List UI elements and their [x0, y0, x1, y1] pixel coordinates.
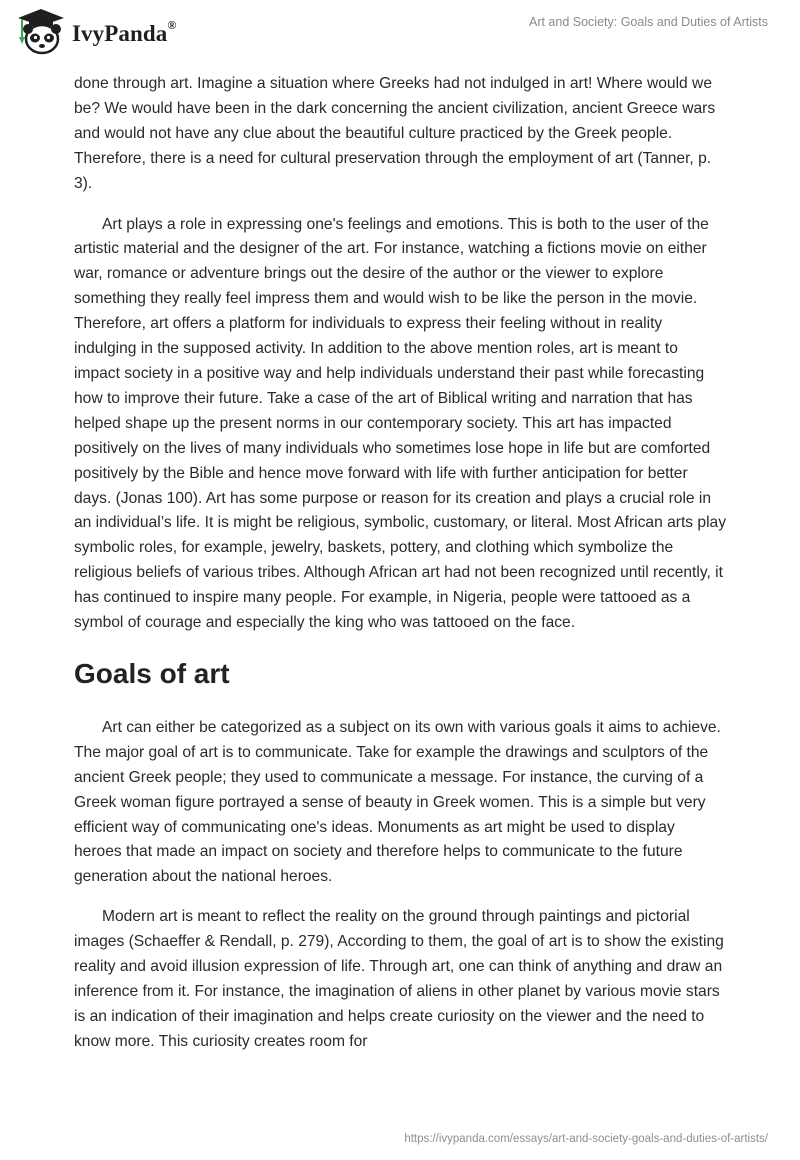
paragraph-feelings-emotions: Art plays a role in expressing one's feelings and emotions. This is both to the user of the artistic material and the designer of the art. For instance, watching a fictions movie on either war, romance or adventure brings out the desire of the author or the viewer to explore something they really feel impress them and would wish to be like the person in the movie. Therefore, art offers a platform for individuals to express their feeling without in reality indulging in the supposed activity. In addition to the above mention roles, art is meant to impact society in a positive way and help individuals understand their past while forecasting how to improve their future. Take a case of the art of Biblical writing and narration that has helped shape up the present norms in our contemporary society. This art has impacted positively on the lives of many individuals who sometimes lose hope in life but are comforted positively by the Bible and hence move forward with life with further anticipation for better days. (Jonas 100). Art has some purpose or reason for its creation and plays a crucial role in an individual’s life. It is might be religious, symbolic, customary, or literal. Most African arts play symbolic roles, for example, jewelry, baskets, pottery, and clothing which symbolize the religious beliefs of various tribes. Although African art had not been recognized until recently, it has continued to inspire many people. For example, in Nigeria, people were tattooed as a symbol of courage and especially the king who was tattooed on the face.: [74, 215, 727, 632]
paragraph-continued: done through art. Imagine a situation where Greeks had not indulged in art! Where would we be? We would have been in the dark concerning the ancient civilization, ancient Greece wars and would not have any clue about the beautiful culture practiced by the Greek people. Therefore, there is a need for cultural preservation through the employment of art (Tanner, p. 3).: [74, 75, 716, 192]
article-body: [74, 72, 726, 1055]
paragraph-modern-art: Modern art is meant to reflect the reality on the ground through paintings and pictorial images (Schaeffer & Rendall, p. 279), According to them, the goal of art is to show the existing reality and avoid illusion expression of life. Through art, one can think of anything and draw an inference from it. For instance, the imagination of aliens in other planet by various movie stars is an indication of their imagination and helps create curiosity on the viewer and the need to know more. This curiosity creates room for: [74, 908, 724, 1050]
source-url[interactable]: https://ivypanda.com/essays/art-and-society-goals-and-duties-of-artists/: [404, 1133, 768, 1145]
logo-text: IvyPanda: [72, 21, 168, 46]
page-header: [0, 0, 800, 64]
logo-wordmark: [72, 18, 177, 47]
registered-mark: ®: [167, 18, 177, 33]
section-heading-goals-of-art: Goals of art: [74, 657, 230, 689]
ivypanda-logo[interactable]: [14, 7, 176, 57]
paragraph-goals-communicate: Art can either be categorized as a subject on its own with various goals it aims to achieve. The major goal of art is to communicate. Take for example the drawings and sculptors of the ancient Greek people; they used to communicate a message. For instance, the curving of a Greek woman figure portrayed a sense of beauty in Greek women. This is a simple but very efficient way of communicating one's ideas. Monuments as art might be used to display heroes that made an impact on society and therefore helps to communicate to the future generation about the national heroes.: [74, 718, 721, 886]
panda-graduate-icon: [14, 7, 68, 57]
document-title: Art and Society: Goals and Duties of Artists: [528, 15, 768, 29]
